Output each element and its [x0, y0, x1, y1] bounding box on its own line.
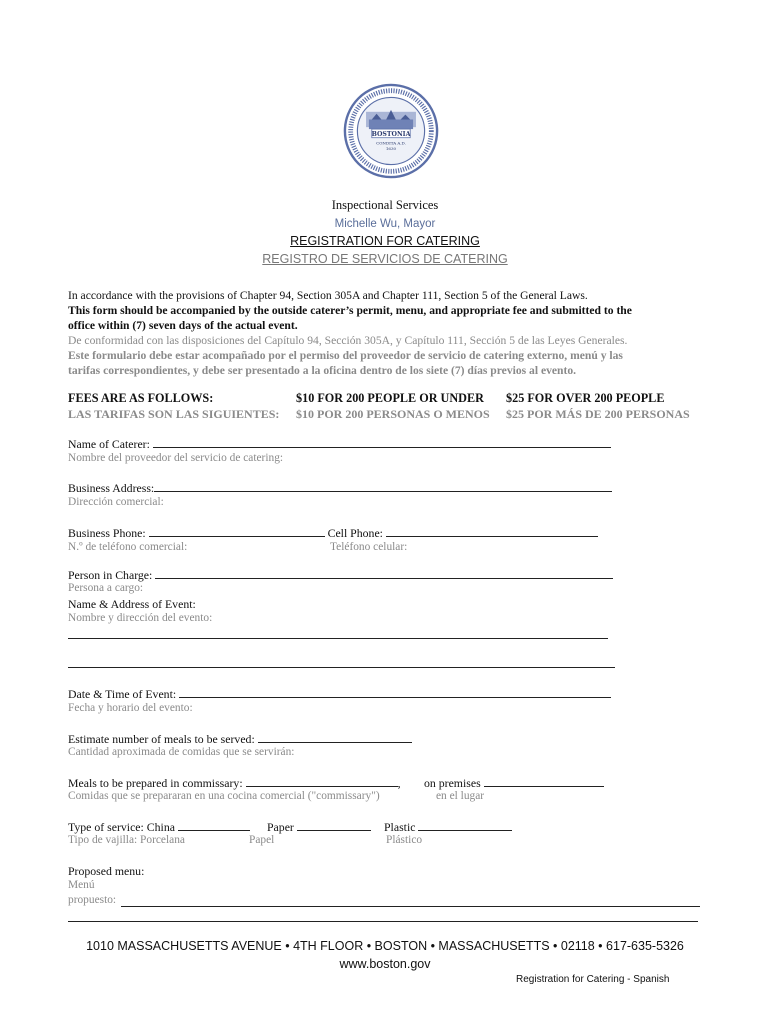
business-address-label-es: Dirección comercial:	[68, 496, 164, 508]
fees-label-es: LAS TARIFAS SON LAS SIGUIENTES:	[68, 407, 280, 421]
service-type-row	[68, 819, 250, 835]
commissary-label: Meals to be prepared in commissary:	[68, 776, 243, 790]
service-paper-field[interactable]	[297, 819, 371, 831]
service-china-label-es: Tipo de vajilla: Porcelana	[68, 834, 185, 846]
premises-label: on premises	[424, 776, 481, 790]
seal-lettering-3: 1630	[385, 146, 397, 152]
business-phone-label-es: N.º de teléfono comercial:	[68, 541, 188, 553]
proposed-menu-label: Proposed menu:	[68, 864, 145, 878]
service-china-label: Type of service: China	[68, 820, 175, 834]
intro-es-bold-line-2: tarifas correspondientes, y debe ser presentado a la oficina dentro de los siete (7) días previos al evento.	[68, 364, 577, 377]
event-address-field-line-2[interactable]	[68, 667, 615, 668]
business-address-field[interactable]	[154, 480, 612, 492]
caterer-name-field[interactable]	[153, 436, 611, 448]
fee-small-en: $10 FOR 200 PEOPLE OR UNDER	[296, 391, 484, 405]
meals-count-field[interactable]	[258, 731, 412, 743]
form-title-spanish: REGISTRO DE SERVICIOS DE CATERING	[262, 252, 508, 266]
intro-es-bold-line-1: Este formulario debe estar acompañado por el permiso del proveedor de servicio de catering externo, menú y las	[68, 349, 623, 362]
service-paper-label: Paper	[267, 820, 294, 834]
fee-large-es: $25 POR MÁS DE 200 PERSONAS	[506, 407, 690, 421]
event-name-address-label-es: Nombre y dirección del evento:	[68, 612, 213, 624]
intro-es-line: De conformidad con las disposiciones del Capítulo 94, Sección 305A, y Capítulo 111, Sección 5 de las Leyes Generales.	[68, 334, 628, 347]
meals-count-label: Estimate number of meals to be served:	[68, 732, 255, 746]
event-date-label: Date & Time of Event:	[68, 687, 177, 701]
business-phone-field[interactable]	[149, 525, 325, 537]
person-in-charge-label-es: Persona a cargo:	[68, 582, 144, 594]
event-date-label-es: Fecha y horario del evento:	[68, 702, 193, 714]
premises-field[interactable]	[484, 775, 604, 787]
service-paper-label-es: Papel	[249, 834, 275, 846]
seal-lettering-2: CONDITA A.D.	[376, 140, 406, 146]
cell-phone-label-es: Teléfono celular:	[330, 541, 408, 553]
commissary-label-es: Comidas que se prepararan en una cocina comercial ("commissary")	[68, 790, 380, 802]
intro-en-bold-line-2: office within (7) seven days of the actual event.	[68, 319, 298, 332]
business-phone-label: Business Phone:	[68, 526, 146, 540]
form-title-english: REGISTRATION FOR CATERING	[290, 234, 480, 248]
phone-row	[68, 525, 598, 541]
intro-en-line: In accordance with the provisions of Chapter 94, Section 305A and Chapter 111, Section 5 of the General Laws.	[68, 289, 588, 302]
person-in-charge-field[interactable]	[155, 567, 613, 579]
caterer-name-label-es: Nombre del proveedor del servicio de catering:	[68, 452, 284, 464]
department-name: Inspectional Services	[331, 198, 439, 212]
premises-label-es: en el lugar	[436, 790, 485, 802]
service-plastic-label: Plastic	[384, 820, 416, 834]
caterer-name-label: Name of Caterer:	[68, 437, 150, 451]
proposed-menu-label-es-2: propuesto:	[68, 894, 117, 906]
proposed-menu-field-line-2[interactable]	[68, 921, 698, 922]
proposed-menu-field-line-1[interactable]	[121, 906, 700, 907]
event-address-field-line-1[interactable]	[68, 638, 608, 639]
service-plastic-row	[384, 819, 512, 835]
event-name-address-label: Name & Address of Event:	[68, 597, 196, 611]
intro-paragraph	[68, 288, 708, 378]
business-address-label: Business Address:	[68, 481, 155, 495]
meals-row	[68, 731, 412, 747]
seal-lettering: BOSTONIA	[371, 130, 411, 138]
cell-phone-label: Cell Phone:	[327, 526, 383, 540]
commissary-comma: ,	[397, 776, 401, 790]
service-china-field[interactable]	[178, 819, 250, 831]
business-address-row	[68, 480, 612, 496]
cell-phone-field[interactable]	[386, 525, 598, 537]
document-name: Registration for Catering - Spanish	[516, 974, 670, 985]
fee-small-es: $10 POR 200 PERSONAS O MENOS	[296, 407, 490, 421]
footer-address: 1010 MASSACHUSETTS AVENUE • 4TH FLOOR • BOSTON • MASSACHUSETTS • 02118 • 617-635-5326	[86, 939, 684, 953]
event-date-field[interactable]	[179, 686, 611, 698]
person-in-charge-row	[68, 567, 613, 583]
proposed-menu-label-es-1: Menú	[68, 879, 95, 891]
footer-website: www.boston.gov	[339, 957, 431, 971]
mayor-name: Michelle Wu, Mayor	[334, 218, 436, 230]
premises-row	[424, 775, 604, 791]
event-date-row	[68, 686, 611, 702]
caterer-name-row	[68, 436, 611, 452]
commissary-field[interactable]	[246, 775, 398, 787]
fee-large-en: $25 FOR OVER 200 PEOPLE	[506, 391, 665, 405]
meals-count-label-es: Cantidad aproximada de comidas que se servirán:	[68, 746, 295, 758]
intro-en-bold-line-1: This form should be accompanied by the outside caterer’s permit, menu, and appropriate fee and submitted to the	[68, 304, 632, 317]
city-of-boston-seal-icon	[343, 83, 439, 179]
service-paper-row	[267, 819, 371, 835]
commissary-row	[68, 775, 401, 791]
fees-label-en: FEES ARE AS FOLLOWS:	[68, 391, 214, 405]
service-plastic-field[interactable]	[418, 819, 512, 831]
person-in-charge-label: Person in Charge:	[68, 568, 153, 582]
service-plastic-label-es: Plástico	[386, 834, 423, 846]
